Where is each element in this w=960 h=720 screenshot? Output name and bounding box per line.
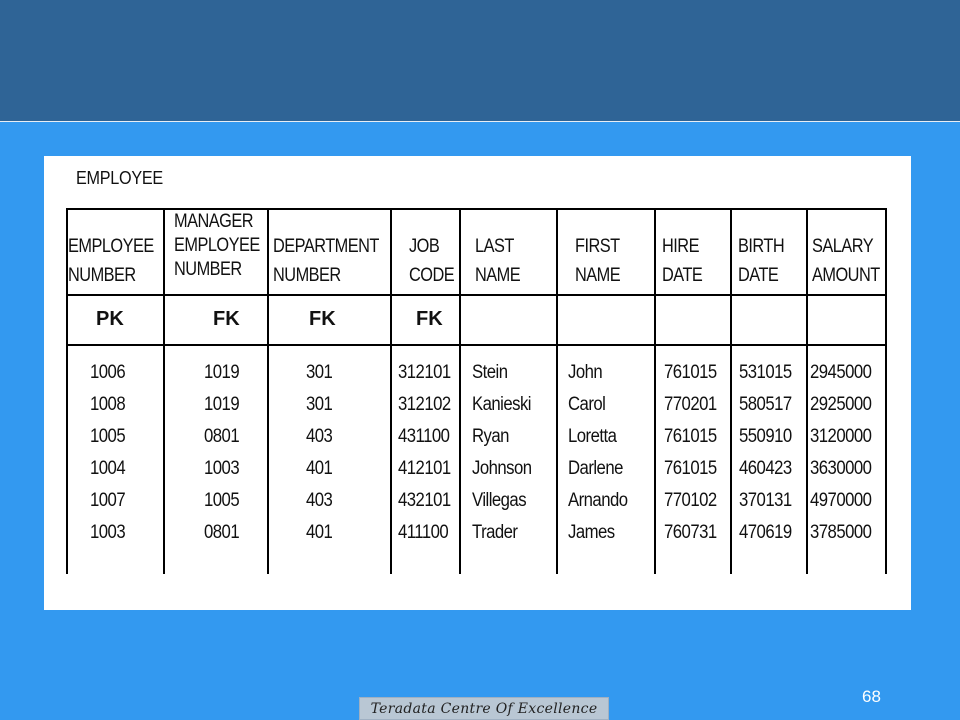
col-divider — [806, 208, 808, 574]
footer-banner-text: Teradata Centre Of Excellence — [370, 700, 598, 717]
table-cell: 370131 — [739, 490, 792, 511]
table-cell: 1005 — [204, 490, 240, 511]
footer-banner — [359, 697, 609, 720]
table-cell: 403 — [306, 426, 333, 447]
fk-marker: FK — [416, 308, 443, 330]
table-cell: 401 — [306, 522, 333, 543]
col-divider — [885, 208, 887, 574]
table-cell: 1006 — [90, 362, 126, 383]
table-cell: 4970000 — [810, 490, 872, 511]
table-cell: 761015 — [664, 426, 717, 447]
table-cell: 1007 — [90, 490, 126, 511]
table-cell: Johnson — [472, 458, 532, 479]
table-cell: 550910 — [739, 426, 792, 447]
table-cell: 1019 — [204, 362, 240, 383]
table-cell: James — [568, 522, 615, 543]
col-header-manager-employee-number: MANAGER EMPLOYEE NUMBER — [174, 211, 260, 280]
table-cell: 1003 — [204, 458, 240, 479]
table-cell: Stein — [472, 362, 508, 383]
col-divider — [556, 208, 558, 574]
table-cell: 412101 — [398, 458, 451, 479]
table-cell: 761015 — [664, 362, 717, 383]
col-header-first-name: FIRST NAME — [575, 236, 621, 286]
table-cell: 3630000 — [810, 458, 872, 479]
table-cell: 460423 — [739, 458, 792, 479]
col-header-employee-number: EMPLOYEE NUMBER — [68, 236, 154, 286]
col-divider — [267, 208, 269, 574]
table-cell: Loretta — [568, 426, 617, 447]
page-number: 68 — [862, 687, 881, 706]
key-rule — [66, 344, 887, 346]
employee-table — [66, 208, 887, 574]
fk-marker: FK — [213, 308, 240, 330]
table-cell: Arnando — [568, 490, 628, 511]
header-rule — [66, 294, 887, 296]
table-cell: 760731 — [664, 522, 717, 543]
table-cell: Trader — [472, 522, 518, 543]
table-cell: 761015 — [664, 458, 717, 479]
table-cell: 0801 — [204, 522, 240, 543]
table-cell: 431100 — [398, 426, 450, 447]
col-divider — [654, 208, 656, 574]
table-cell: 403 — [306, 490, 333, 511]
table-cell: 1004 — [90, 458, 126, 479]
table-cell: 1005 — [90, 426, 126, 447]
col-header-birth-date: BIRTH DATE — [738, 236, 785, 286]
table-cell: 770201 — [664, 394, 717, 415]
col-header-job-code: JOB CODE — [409, 236, 455, 286]
table-cell: 3120000 — [810, 426, 872, 447]
table-cell: 0801 — [204, 426, 240, 447]
table-cell: 411100 — [398, 522, 449, 543]
table-cell: 312102 — [398, 394, 451, 415]
table-cell: 301 — [306, 362, 333, 383]
table-cell: Carol — [568, 394, 606, 415]
table-title: EMPLOYEE — [76, 168, 163, 188]
table-cell: Villegas — [472, 490, 527, 511]
table-cell: Kanieski — [472, 394, 531, 415]
col-divider — [730, 208, 732, 574]
table-cell: 470619 — [739, 522, 792, 543]
table-cell: John — [568, 362, 603, 383]
table-cell: 770102 — [664, 490, 717, 511]
col-header-hire-date: HIRE DATE — [662, 236, 703, 286]
table-cell: 531015 — [739, 362, 792, 383]
pk-marker: PK — [96, 308, 124, 330]
col-header-last-name: LAST NAME — [475, 236, 521, 286]
title-band — [0, 0, 960, 122]
table-cell: 432101 — [398, 490, 451, 511]
table-cell: Darlene — [568, 458, 623, 479]
table-cell: 2925000 — [810, 394, 872, 415]
table-cell: 1008 — [90, 394, 126, 415]
table-cell: 3785000 — [810, 522, 872, 543]
table-cell: 1019 — [204, 394, 240, 415]
col-divider — [163, 208, 165, 574]
col-divider — [459, 208, 461, 574]
fk-marker: FK — [309, 308, 336, 330]
table-cell: 312101 — [398, 362, 451, 383]
table-cell: 580517 — [739, 394, 792, 415]
table-cell: 301 — [306, 394, 333, 415]
table-cell: 2945000 — [810, 362, 872, 383]
table-cell: Ryan — [472, 426, 509, 447]
table-image-panel — [44, 156, 911, 610]
table-cell: 401 — [306, 458, 333, 479]
col-divider — [390, 208, 392, 574]
col-header-salary-amount: SALARY AMOUNT — [812, 236, 880, 286]
table-cell: 1003 — [90, 522, 126, 543]
col-header-department-number: DEPARTMENT NUMBER — [273, 236, 379, 286]
